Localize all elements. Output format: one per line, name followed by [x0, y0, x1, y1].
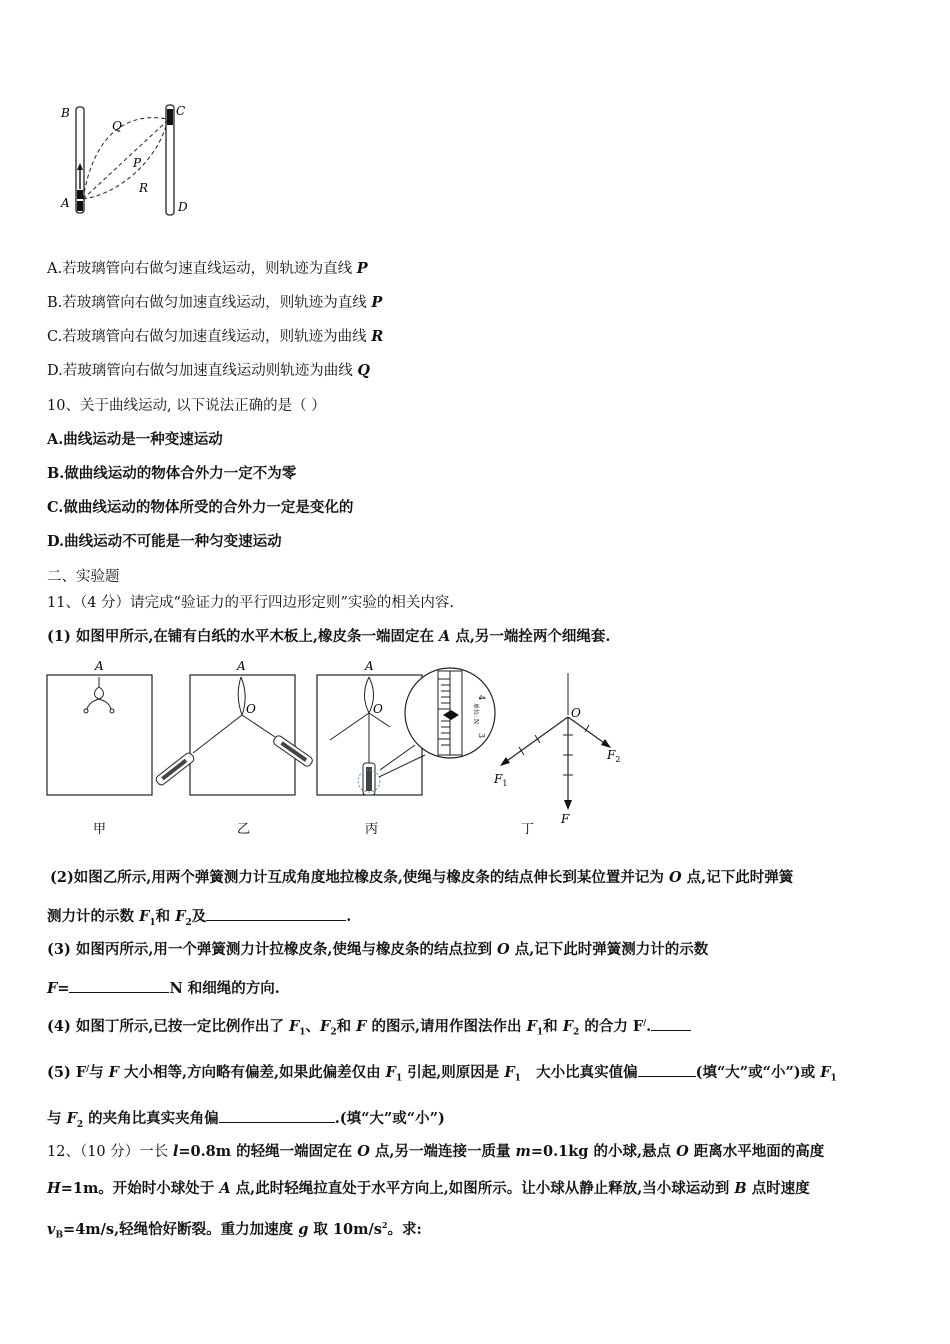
q11-part5-line1: (5) F/与 F 大小相等,方向略有偏差,如果此偏差仅由 $F_1$ 引起,则原因是 $F_1$ 大小比真实值偏 (填“大”或“小”)或 $F_1$ — [47, 1058, 837, 1089]
answer-blank-2[interactable] — [206, 905, 346, 921]
caption-jia: 甲 — [93, 822, 107, 837]
yi-point-a: A — [237, 659, 246, 673]
q10-option-d: D.曲线运动不可能是一种匀变速运动 — [47, 533, 282, 550]
scale-digit-4: 4 — [477, 695, 486, 701]
q11-part4: (4) 如图丁所示,已按一定比例作出了 $F_1$、$F_2$和 F 的图示,请用作图法作出 $F_1$和 $F_2$ 的合力 F/. — [47, 1012, 691, 1043]
panel-bing — [317, 659, 495, 837]
bing-point-a: A — [365, 659, 374, 673]
ding-label-f1: $F_1$ — [494, 772, 508, 788]
panel-jia — [47, 659, 152, 837]
ding-point-o: O — [571, 706, 581, 720]
label-P: P — [133, 156, 142, 170]
scale-digit-3: 3 — [477, 733, 486, 739]
panel-ding — [493, 673, 620, 837]
q9-option-c: C.若玻璃管向右做匀加速直线运动，则轨迹为曲线 R — [47, 328, 384, 345]
answer-blank-4[interactable] — [651, 1015, 691, 1031]
q12-line2: H=1m。开始时小球处于 A 点,此时轻绳拉直处于水平方向上,如图所示。让小球从静止释放,当小球运动到 B 点时速度 — [47, 1180, 810, 1197]
q11-stem: 11、（4 分）请完成“验证力的平行四边形定则”实验的相关内容. — [47, 595, 454, 611]
label-A: A — [61, 196, 70, 210]
q11-part2-line2: 测力计的示数 $F_1$和 $F_2$及 . — [47, 905, 351, 933]
q10-option-a: A.曲线运动是一种变速运动 — [47, 431, 223, 448]
panel-yi — [155, 659, 314, 837]
q11-part3-line2: F= N 和细绳的方向. — [47, 977, 280, 999]
q12-line1: 12、（10 分）一长 l=0.8m 的轻绳一端固定在 O 点,另一端连接一质量 m=0.1kg 的小球,悬点 O 距离水平地面的高度 — [47, 1143, 825, 1160]
q9-option-b: B.若玻璃管向右做匀加速直线运动，则轨迹为直线 P — [47, 294, 383, 311]
jia-point-a: A — [95, 659, 104, 673]
q9-option-d: D.若玻璃管向右做匀加速直线运动则轨迹为曲线 Q — [47, 362, 370, 379]
label-B: B — [61, 106, 70, 120]
force-experiment-figure — [45, 655, 645, 840]
bing-point-o: O — [373, 702, 383, 716]
answer-blank-5a[interactable] — [638, 1061, 696, 1077]
q11-part2-line1: (2)如图乙所示,用两个弹簧测力计互成角度地拉橡皮条,使绳与橡皮条的结点伸长到某位置并记为 O 点,记下此时弹簧 — [50, 869, 794, 886]
scale-unit: 单位: N — [472, 703, 479, 725]
q11-part3-line1: (3) 如图丙所示,用一个弹簧测力计拉橡皮条,使绳与橡皮条的结点拉到 O 点,记下此时弹簧测力计的示数 — [47, 941, 709, 958]
q10-option-b: B.做曲线运动的物体合外力一定不为零 — [47, 465, 297, 482]
answer-blank-3[interactable] — [69, 977, 169, 993]
q11-part5-line2: 与 $F_2$ 的夹角比真实夹角偏 .(填“大”或“小”) — [47, 1107, 445, 1135]
label-C: C — [176, 104, 186, 118]
section-title: 二、实验题 — [47, 569, 120, 585]
q10-stem: 10、关于曲线运动, 以下说法正确的是（ ） — [47, 398, 326, 414]
q10-option-c: C.做曲线运动的物体所受的合外力一定是变化的 — [47, 499, 354, 516]
q9-option-a: A.若玻璃管向右做匀速直线运动，则轨迹为直线 P — [47, 260, 368, 277]
answer-blank-5b[interactable] — [219, 1107, 335, 1123]
caption-bing: 丙 — [365, 822, 379, 837]
caption-ding: 丁 — [521, 822, 535, 837]
q11-part1: (1) 如图甲所示,在铺有白纸的水平木板上,橡皮条一端固定在 A 点,另一端拴两个细绳套. — [47, 628, 611, 645]
yi-point-o: O — [246, 702, 256, 716]
ding-label-f2: $F_2$ — [607, 748, 621, 764]
q12-line3: $v_B=4m/s$,轻绳恰好断裂。重力加速度 g 取 $10m/s^2$。求: — [47, 1220, 422, 1241]
label-R: R — [139, 181, 149, 195]
tube-trajectory-figure — [55, 95, 205, 225]
label-D: D — [178, 200, 188, 214]
ding-label-f: F — [561, 812, 570, 826]
caption-yi: 乙 — [237, 822, 251, 837]
label-Q: Q — [112, 119, 122, 133]
